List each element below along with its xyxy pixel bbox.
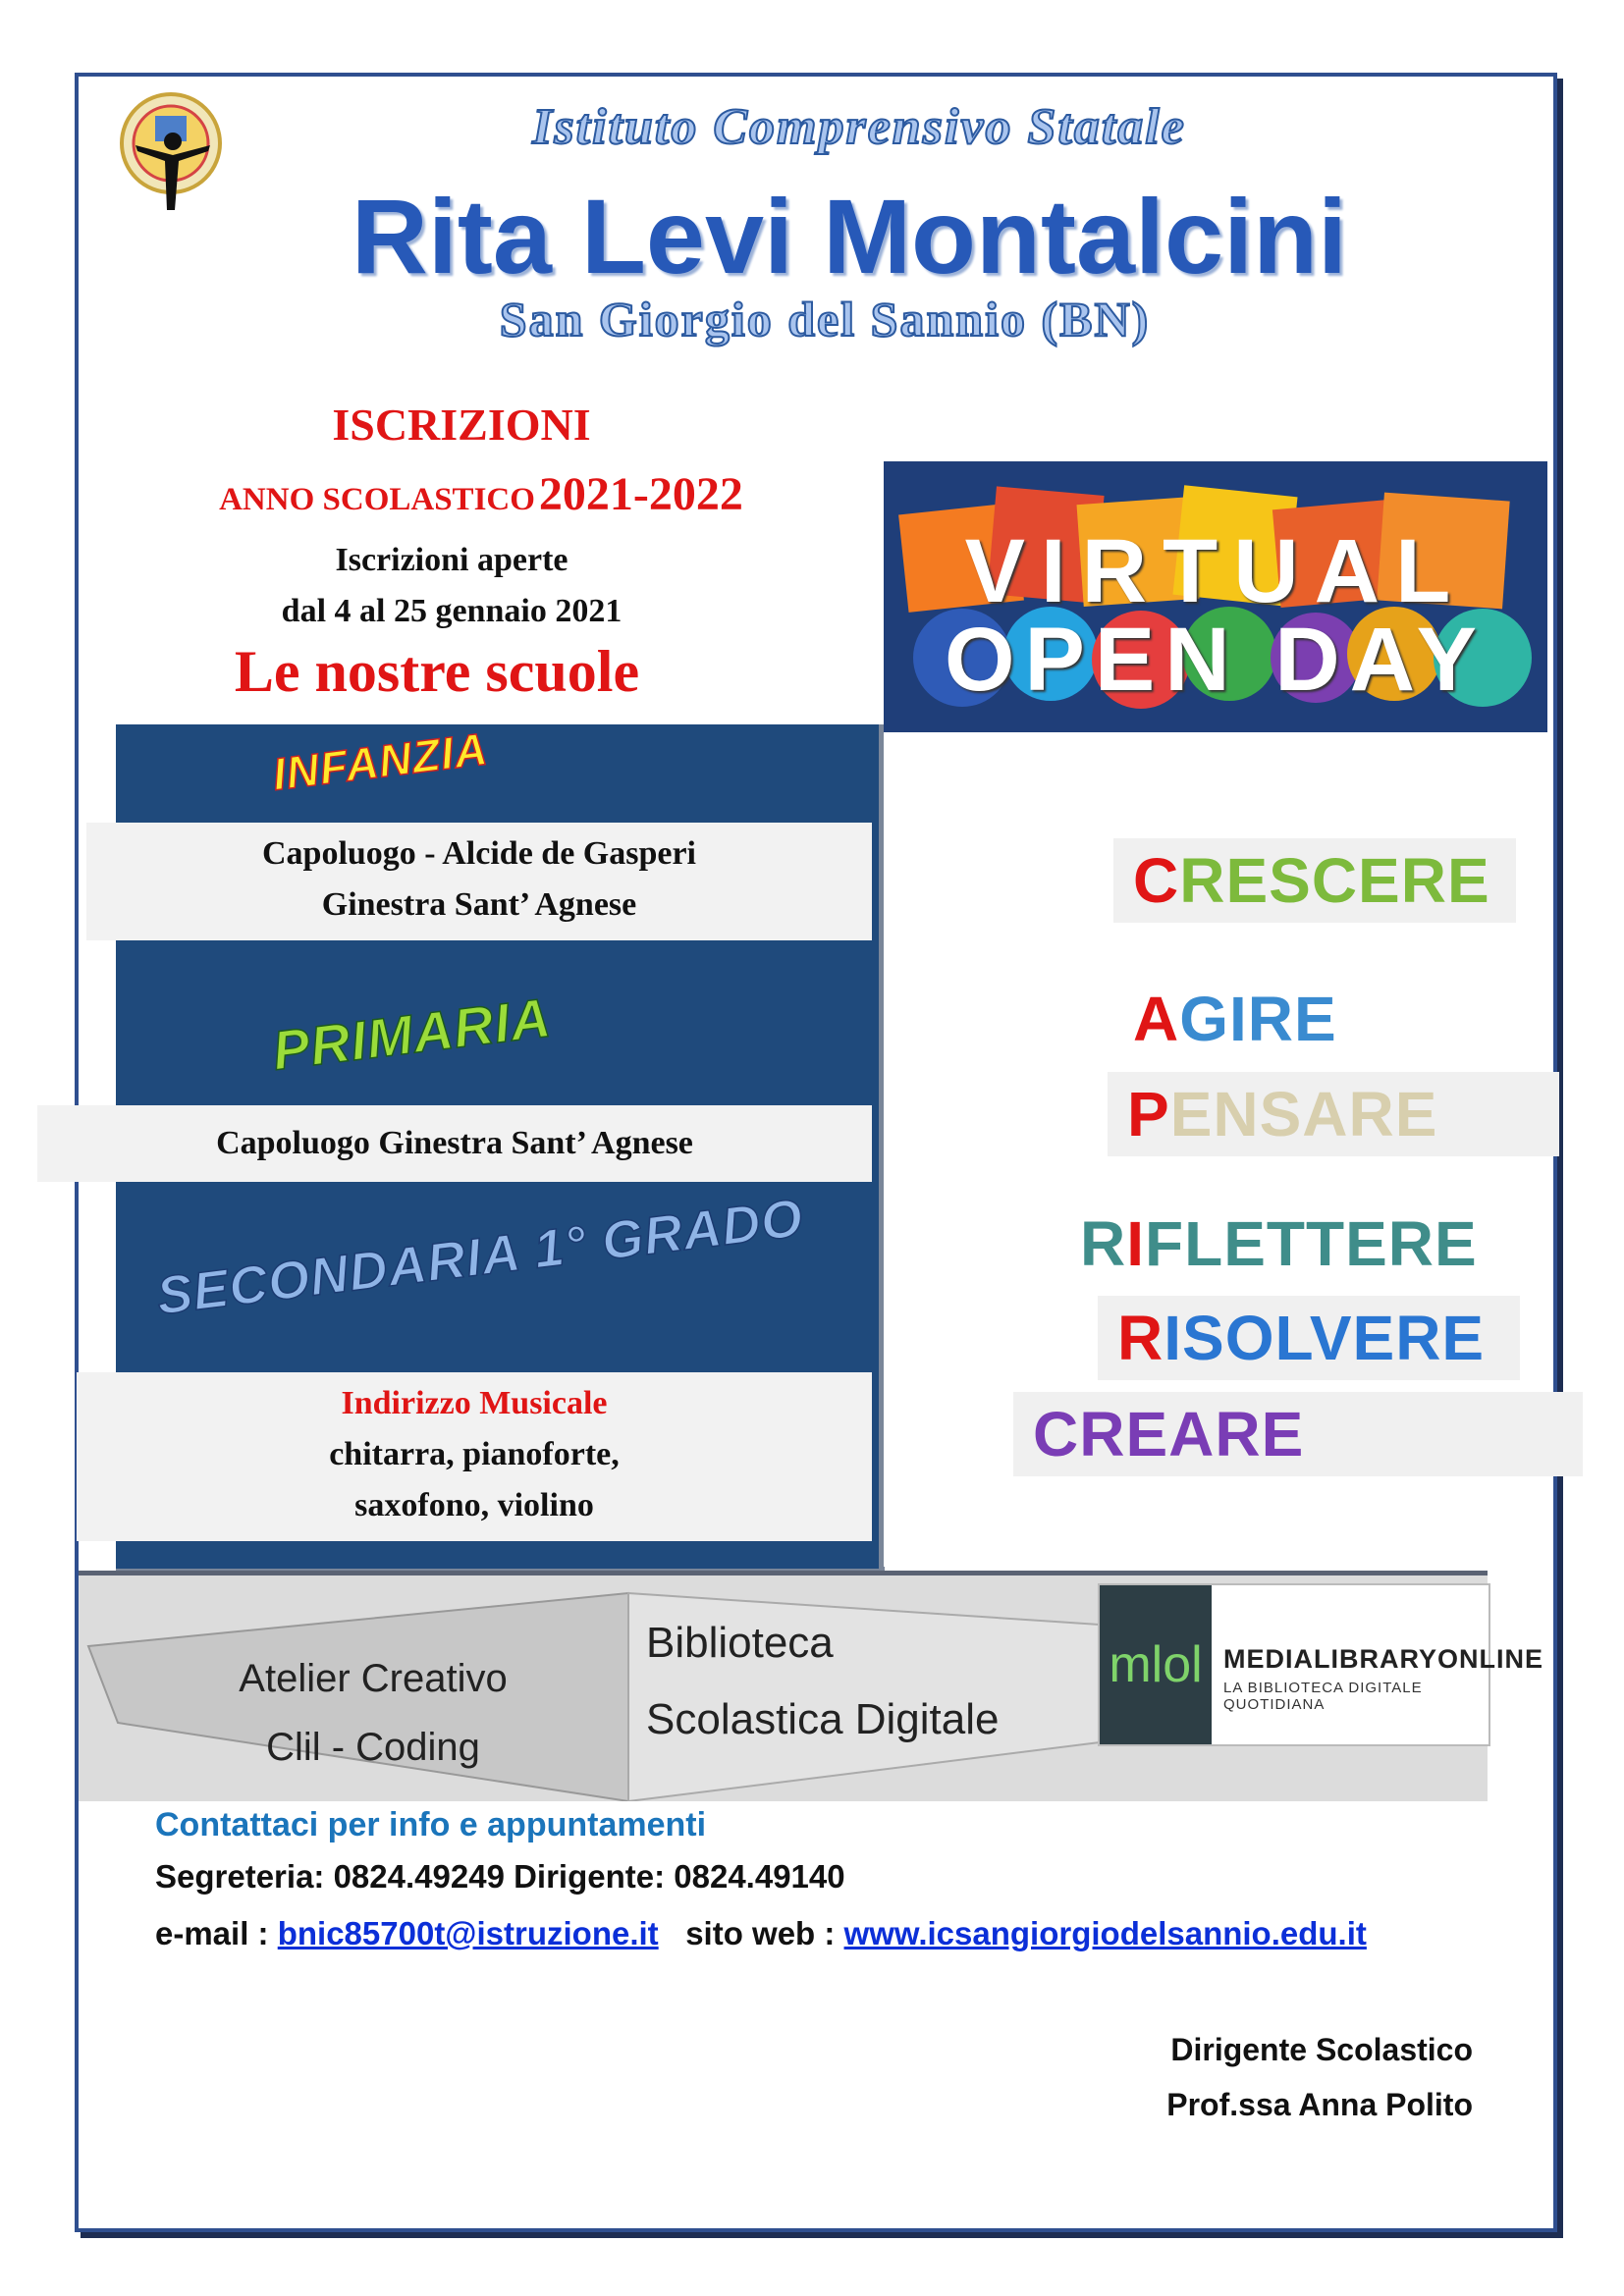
word-risolvere	[1098, 1296, 1520, 1380]
school-year-value: 2021-2022	[538, 468, 743, 520]
activity-clil-coding: Clil - Coding	[266, 1726, 480, 1769]
signature	[1110, 2022, 1473, 2132]
secondaria-line3: saxofono, violino	[354, 1487, 594, 1523]
word-pensare	[1108, 1072, 1559, 1156]
enrollment-title: ISCRIZIONI	[332, 400, 591, 450]
institute-name: Rita Levi Montalcini	[351, 177, 1348, 295]
mlol-box[interactable]	[1098, 1583, 1543, 1746]
open-day-line2: OPEN DAY	[944, 610, 1488, 710]
word-rest: GIRE	[1179, 984, 1337, 1054]
secondaria-box	[77, 1372, 872, 1541]
activities-left	[137, 1644, 609, 1782]
infanzia-box	[86, 823, 872, 940]
school-year-label: ANNO SCOLASTICO	[219, 482, 535, 517]
activity-digital-library: Scolastica Digitale	[646, 1695, 1000, 1743]
infanzia-line2: Ginestra Sant’ Agnese	[321, 886, 637, 923]
virtual-open-day-banner	[884, 461, 1547, 732]
secondaria-line2: chitarra, pianoforte,	[329, 1436, 620, 1472]
word-rest: FLETTERE	[1145, 1208, 1478, 1279]
activities-right	[646, 1605, 1098, 1758]
mlol-title: MEDIALIBRARYONLINE	[1223, 1644, 1543, 1674]
contacts-phones: Segreteria: 0824.49249 Dirigente: 0824.49140	[155, 1858, 845, 1895]
email-link[interactable]: bnic85700t@istruzione.it	[277, 1915, 659, 1951]
enrollment-open-line: Iscrizioni aperte	[335, 542, 568, 578]
word-mid: I	[1126, 1208, 1145, 1279]
school-year	[118, 467, 844, 521]
site-label: sito web :	[685, 1915, 836, 1951]
word-rest: ENSARE	[1169, 1079, 1438, 1149]
enrollment-dates-line: dal 4 al 25 gennaio 2021	[281, 593, 623, 629]
signature-name: Prof.ssa Anna Polito	[1166, 2087, 1473, 2122]
word-creare	[1013, 1392, 1583, 1476]
signature-role: Dirigente Scolastico	[1170, 2032, 1473, 2067]
word-initial: R	[1080, 1208, 1127, 1279]
school-logo	[116, 86, 236, 214]
open-day-line1: VIRTUAL	[964, 521, 1467, 621]
institute-city: San Giorgio del Sannio (BN)	[499, 292, 1151, 347]
email-label: e-mail :	[155, 1915, 269, 1951]
primaria-line1: Capoluogo Ginestra Sant’ Agnese	[216, 1125, 693, 1161]
word-initial: C	[1133, 845, 1180, 916]
word-agire	[1113, 977, 1357, 1061]
word-riflettere	[1060, 1201, 1497, 1286]
enrollment-period	[147, 535, 756, 637]
institute-type: Istituto Comprensivo Statale	[532, 99, 1186, 155]
schools-heading: Le nostre scuole	[234, 639, 640, 704]
word-initial: R	[1117, 1303, 1164, 1373]
contacts-web	[155, 1915, 1481, 1952]
level-secondaria: SECONDARIA 1° GRADO	[153, 1188, 807, 1326]
mlol-subtitle: LA BIBLIOTECA DIGITALE QUOTIDIANA	[1223, 1680, 1423, 1713]
activity-atelier: Atelier Creativo	[239, 1657, 508, 1700]
mlol-logo: mlol	[1100, 1585, 1212, 1744]
schools-panel	[116, 724, 885, 1575]
word-initial: CRE	[1033, 1399, 1169, 1469]
activity-library: Biblioteca	[646, 1619, 834, 1667]
contacts-heading: Contattaci per info e appuntamenti	[155, 1806, 707, 1843]
word-initial: P	[1127, 1079, 1170, 1149]
word-initial: A	[1133, 984, 1180, 1054]
primaria-box	[37, 1105, 872, 1182]
website-link[interactable]: www.icsangiorgiodelsannio.edu.it	[843, 1915, 1367, 1951]
secondaria-line1: Indirizzo Musicale	[341, 1385, 608, 1421]
level-infanzia: INFANZIA	[269, 722, 491, 800]
activities-band	[79, 1571, 1543, 1801]
word-rest: ARE	[1168, 1399, 1305, 1469]
infanzia-line1: Capoluogo - Alcide de Gasperi	[261, 835, 697, 872]
level-primaria: PRIMARIA	[269, 986, 555, 1082]
word-rest: RESCERE	[1179, 845, 1490, 916]
word-crescere	[1113, 838, 1516, 923]
contacts	[155, 1806, 1481, 1952]
word-rest: ISOLVERE	[1164, 1303, 1486, 1373]
